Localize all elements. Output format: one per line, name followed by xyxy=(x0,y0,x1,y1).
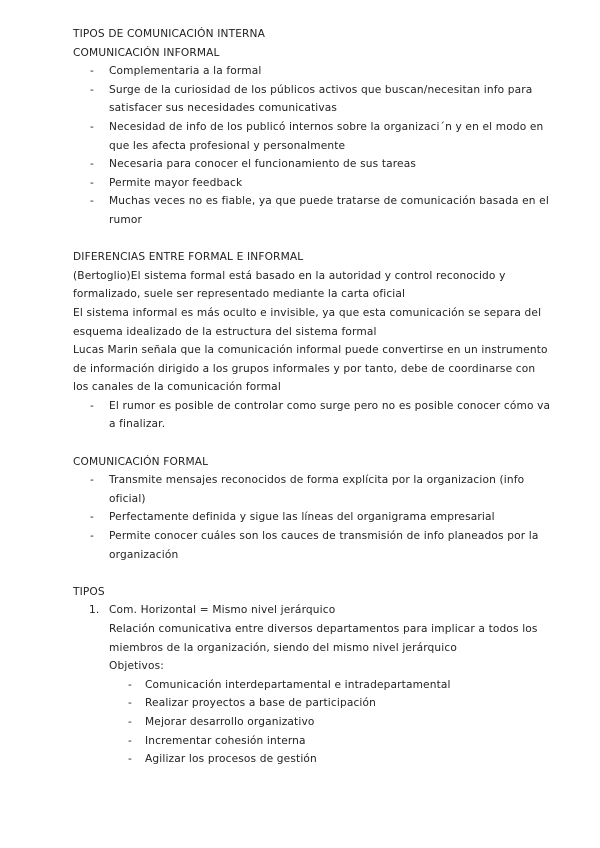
objectives-label: Objetivos: xyxy=(109,660,164,673)
paragraph: (Bertoglio)El sistema formal está basado en la autoridad y control reconocido y formalizado, suele ser representado mediante la carta oficial xyxy=(73,269,506,301)
numbered-item xyxy=(73,601,553,675)
list-item: - Complementaria a la formal xyxy=(73,62,553,81)
list-item: - Permite conocer cuáles son los cauces de transmisión de info planeados por la organización xyxy=(73,527,553,564)
list-item: - Perfectamente definida y sigue las líneas del organigrama empresarial xyxy=(73,508,553,527)
list-item: - Necesaria para conocer el funcionamiento de sus tareas xyxy=(73,155,553,174)
paragraph: Lucas Marin señala que la comunicación informal puede convertirse en un instrumento de información dirigido a los grupos informales y por tanto, debe de coordinarse con los canales de la comunicación formal xyxy=(73,344,548,394)
differences-list xyxy=(73,397,553,434)
list-item: - Necesidad de info de los publicó internos sobre la organizaci´n y en el modo en que les afecta profesional y personalmente xyxy=(73,118,553,155)
list-item: - Incrementar cohesión interna xyxy=(73,732,553,751)
formal-list xyxy=(73,471,553,564)
list-item: - Comunicación interdepartamental e intradepartamental xyxy=(73,676,553,695)
list-item: - Surge de la curiosidad de los públicos activos que buscan/necesitan info para satisfacer sus necesidades comunicativas xyxy=(73,81,553,118)
list-item: - El rumor es posible de controlar como surge pero no es posible conocer cómo va a finalizar. xyxy=(73,397,553,434)
section-subheading: COMUNICACIÓN INFORMAL xyxy=(73,46,220,59)
list-item: - Agilizar los procesos de gestión xyxy=(73,750,553,769)
list-item: - Realizar proyectos a base de participación xyxy=(73,694,553,713)
informal-list xyxy=(73,62,553,229)
objectives-list xyxy=(73,676,553,769)
item-label: Com. Horizontal = Mismo nivel jerárquico xyxy=(109,604,336,617)
section-heading: TIPOS xyxy=(73,585,105,598)
section-heading: DIFERENCIAS ENTRE FORMAL E INFORMAL xyxy=(73,251,304,264)
document-body xyxy=(73,25,553,769)
section-heading: TIPOS DE COMUNICACIÓN INTERNA xyxy=(73,28,266,40)
list-item: - Permite mayor feedback xyxy=(73,174,553,193)
section-heading: COMUNICACIÓN FORMAL xyxy=(73,455,209,468)
list-item: - Muchas veces no es fiable, ya que puede tratarse de comunicación basada en el rumor xyxy=(73,192,553,229)
list-item: - Mejorar desarrollo organizativo xyxy=(73,713,553,732)
paragraph: El sistema informal es más oculto e invisible, ya que esta comunicación se separa del esquema idealizado de la estructura del sistema formal xyxy=(73,306,542,338)
list-item: - Transmite mensajes reconocidos de forma explícita por la organizacion (info oficial) xyxy=(73,471,553,508)
item-number: 1. xyxy=(89,604,100,617)
item-description: Relación comunicativa entre diversos departamentos para implicar a todos los miembros de la organización, siendo del mismo nivel jerárquico xyxy=(109,623,538,654)
